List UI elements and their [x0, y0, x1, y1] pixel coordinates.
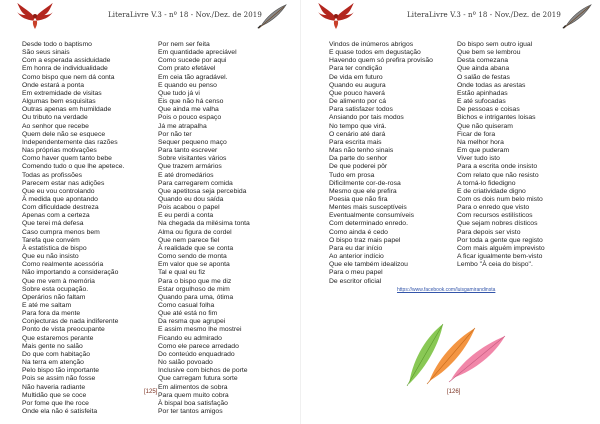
poem-line: Que eu não insisto	[22, 253, 79, 261]
quill-pen-icon	[256, 2, 288, 30]
poem-line: Sobre esta ocupação.	[22, 285, 89, 293]
poem-line: Como haver quem tanto bebe	[22, 155, 112, 163]
poem-line: Ponto de vista preocupante	[22, 326, 105, 334]
poem-line: Estar orgulhoso de mim	[158, 285, 230, 293]
page-number: [125]	[144, 389, 158, 395]
poem-line: Ficando eu admirado	[158, 334, 222, 342]
poem-line: No tempo que virá.	[329, 122, 387, 130]
poem-line: À bispal boa satisfação	[158, 399, 228, 407]
poem-line: Que até está no fim	[158, 310, 218, 318]
poem-line: Apenas com a certeza	[22, 212, 90, 220]
poem-line: Por não ter	[158, 130, 192, 138]
poem-line: Que pouco haverá	[329, 89, 385, 97]
page-right	[300, 0, 600, 424]
poem-line: Outras apenas em humildade	[22, 106, 112, 114]
poem-line: E de criatividade digno	[457, 187, 526, 195]
phoenix-logo	[317, 2, 355, 30]
poem-line: Havendo quem só prefira provisão	[329, 57, 433, 65]
poem-line: Em quantidade apreciável	[158, 49, 237, 57]
poem-line: Da resma que agrupei	[158, 318, 226, 326]
poem-column	[22, 41, 124, 416]
poem-line: Para tanto escrever	[158, 147, 218, 155]
poem-line: Todas as profissões	[22, 171, 83, 179]
poem-line: Mesmo que ele prefira	[329, 187, 397, 195]
poem-line: Pois acabou o papel	[158, 204, 220, 212]
poem-line: Com dificuldade destreza	[22, 204, 99, 212]
poem-line: Já me atrapalha	[158, 122, 207, 130]
poem-line: Na chegada da milésima tonta	[158, 220, 250, 228]
poem-line: Para quem muito cobra	[158, 391, 229, 399]
poem-line: Onde ela não é satisfeita	[22, 408, 98, 416]
poem-line: Para o bispo que me diz	[158, 277, 232, 285]
poem-line: Parecem estar nas adições	[22, 179, 105, 187]
facebook-link[interactable]: https://www.facebook.com/luisgamirandinsta	[397, 287, 496, 293]
poem-line: Que não quiseram	[457, 122, 513, 130]
poem-line: Nas próprias motivações	[22, 147, 97, 155]
poem-line: Mais gente no salão	[22, 342, 83, 350]
feathers-decoration	[399, 318, 509, 386]
poem-line: Desta comezana	[457, 57, 509, 65]
poem-line: A torná-lo fidedigno	[457, 179, 516, 187]
poem-line: Como realmente acessória	[22, 261, 104, 269]
poem-line: No salão povoado	[158, 359, 213, 367]
poem-line: Tudo em prosa	[329, 171, 375, 179]
poem-line: Por fome que lhe roce	[22, 399, 89, 407]
poem-line: Com prato efetável	[158, 65, 216, 73]
poem-line: Por ter tantos amigos	[158, 408, 223, 416]
poem-line: Que terei má defesa	[22, 220, 84, 228]
poem-line: Estão apinhadas	[457, 89, 508, 97]
poem-line: Operários não faltam	[22, 293, 86, 301]
poem-line: Para o enredo que visto	[457, 204, 530, 212]
poem-line: Como casual folha	[158, 302, 215, 309]
poem-line: A ficar igualmente bem-visto	[457, 253, 543, 261]
poem-line: Quando eu dou saída	[158, 195, 224, 203]
poem-line: Do bispo sem outro igual	[457, 41, 533, 48]
page-number: [126]	[447, 389, 461, 395]
poem-line: Para o meu papel	[329, 269, 383, 277]
poem-line: E quando eu penso	[158, 81, 217, 89]
poem-line: Com relato que não resisto	[457, 171, 539, 179]
poem-line: À estatística de bispo	[22, 244, 87, 252]
poem-line: Que trazem armários	[158, 163, 222, 171]
poem-line: Do que com habitação	[22, 350, 91, 358]
poem-line: Vindos de inúmeros abrigos	[329, 41, 414, 48]
poem-line: E até sufocadas	[457, 98, 506, 106]
running-header: LiteraLivre V.3 - nº 18 - Nov./Dez. de 2019	[108, 11, 262, 19]
poem-line: Para carregarem comida	[158, 179, 233, 187]
poem-line: Que eu vou controlando	[22, 187, 95, 195]
poem-line: Por toda a gente que registo	[457, 236, 543, 244]
poem-line: Eis que não há censo	[158, 98, 224, 106]
poem-line: Quando eu augura	[329, 81, 386, 89]
poem-line: E assim mesmo lhe mostrei	[158, 326, 242, 334]
poem-line: Com mais alguém imprevisto	[457, 244, 545, 252]
phoenix-logo	[16, 2, 54, 30]
poem-line: De pessoas e coisas	[457, 106, 520, 114]
poem-line: Ansiando por tais modos	[329, 114, 404, 122]
poem-line: Independentemente das razões	[22, 138, 118, 146]
poem-line: Quando para uma, ótima	[158, 293, 234, 301]
poem-line: Que me vem à memória	[22, 277, 95, 285]
poem-line: Mentes mais susceptíveis	[329, 204, 407, 212]
poem-line: Para eu dar início	[329, 244, 383, 252]
poem-column	[329, 41, 433, 286]
poem-line: Para escrita mais	[329, 138, 382, 146]
poem-line: De que poderei pôr	[329, 163, 388, 171]
poem-line: Que bem se lembrou	[457, 49, 521, 57]
poem-line: Que ele também idealizou	[329, 261, 408, 269]
poem-line: Como ainda é cedo	[329, 228, 388, 236]
poem-line: Como ele parece arredado	[158, 342, 239, 350]
poem-line: Multidão que se coce	[22, 391, 87, 399]
poem-line: Comendo tudo o que lhe apetece.	[22, 163, 125, 171]
poem-line: Desde todo o baptismo	[22, 41, 92, 48]
poem-line: Que tudo já vi	[158, 89, 200, 97]
poem-line: De alimento por cá	[329, 98, 387, 106]
running-header: LiteraLivre V.3 - nº 18 - Nov./Dez. de 2019	[407, 11, 561, 19]
poem-line: Quem dele não se esquece	[22, 130, 106, 138]
poem-column	[457, 41, 545, 269]
poem-line: Com determinado enredo.	[329, 220, 408, 228]
poem-line: Que apetitosa seja percebida	[158, 187, 247, 195]
poem-line: Com a esperada assiduidade	[22, 57, 111, 65]
poem-line: Que ainda me valha	[158, 106, 219, 114]
poem-line: Ficar de fora	[457, 130, 496, 138]
poem-line: De vida em futuro	[329, 73, 383, 81]
poem-line: Caso cumpra menos bem	[22, 228, 100, 236]
poem-line: Não importando a consideração	[22, 269, 119, 277]
poem-line: Sobre visitantes vários	[158, 155, 227, 163]
poem-line: E quase todos em degustação	[329, 49, 421, 57]
poem-line: Em honra de individualidade	[22, 65, 108, 73]
poem-line: Mas não tenho sinais	[329, 147, 394, 155]
poem-line: Para fora da mente	[22, 310, 81, 318]
poem-line: E eu perdi a conta	[158, 212, 214, 220]
poem-line: Bichos e intrigantes loisas	[457, 114, 536, 122]
poem-line: Tal e qual eu fiz	[158, 269, 206, 277]
poem-line: Pois o pouco espaço	[158, 114, 222, 122]
poem-line: O cenário até dará	[329, 130, 386, 138]
poem-line: Como bispo que nem dá conta	[22, 73, 115, 81]
poem-line: Dificilmente cor-de-rosa	[329, 179, 401, 187]
poem-line: Conjecturas de nada indiferente	[22, 318, 119, 326]
poem-line: Ao anterior indício	[329, 253, 384, 261]
poem-line: Onde estará a ponta	[22, 81, 84, 89]
poem-line: Algumas bem esquisitas	[22, 98, 96, 106]
poem-line: Pelo bispo tão importante	[22, 367, 100, 375]
poem-line: Com os dois num belo misto	[457, 195, 543, 203]
poem-line: Para ter condição	[329, 65, 383, 73]
poem-line: Ao senhor que recebe	[22, 122, 89, 130]
poem-line: Pois se assim não fosse	[22, 375, 96, 383]
poem-line: Poesia que não fira	[329, 195, 388, 203]
poem-line: Do conteúdo enquadrado	[158, 350, 235, 358]
poem-line: O bispo traz mais papel	[329, 236, 401, 244]
poem-line: Que nem parece fiel	[158, 236, 220, 244]
poem-line: São seus sinais	[22, 49, 70, 57]
poem-line: Para depois ser visto	[457, 228, 521, 236]
poem-line: Da parte do senhor	[329, 155, 388, 163]
poem-line: Para satisfazer todos	[329, 106, 393, 114]
poem-line: Alma ou figura de cordel	[158, 228, 232, 236]
poem-line: Em valor que se aponta	[158, 261, 230, 269]
poem-line: Não haveria radiante	[22, 383, 86, 391]
poem-line: Em ceia tão agradável.	[158, 73, 228, 81]
poem-line: Com recursos estilísticos	[457, 212, 533, 220]
poem-line: O salão de festas	[457, 73, 510, 81]
poem-line: Por nem ser feita	[158, 41, 210, 48]
poem-line: À realidade que se conta	[158, 244, 234, 252]
poem-line: Na melhor hora	[457, 138, 504, 146]
poem-line: Em extremidade de visitas	[22, 89, 102, 97]
poem-line: Para a escrita onde insisto	[457, 163, 538, 171]
poem-line: Como sendo de monta	[158, 253, 227, 261]
poem-line: Que estaremos perante	[22, 334, 94, 342]
poem-line: Eventualmente consumíveis	[329, 212, 415, 220]
poem-line: Na terra em atenção	[22, 359, 84, 367]
poem-line: Viver tudo isto	[457, 155, 500, 163]
poem-line: De escritor oficial	[329, 277, 382, 285]
poem-line: Onde todas as arestas	[457, 81, 526, 89]
poem-line: Que sejam nobres dísticos	[457, 220, 538, 228]
poem-line: Em alimentos de sobra	[158, 383, 228, 391]
poem-column	[158, 41, 250, 416]
poem-line: Que ainda abana	[457, 65, 510, 73]
poem-line: E até me saltam	[22, 302, 72, 309]
quill-pen-icon	[561, 2, 593, 30]
poem-line: Sequer pequeno maço	[158, 138, 227, 146]
poem-line: À medida que apontando	[22, 195, 98, 203]
poem-line: Lembo "À ceia do bispo".	[457, 261, 533, 269]
poem-line: E até dromedários	[158, 171, 214, 179]
poem-line: Que carregam futura sorte	[158, 375, 238, 383]
poem-line: Inclusive com bichos de porte	[158, 367, 248, 375]
poem-line: Como sucede por aqui	[158, 57, 227, 65]
poem-line: Tarefa que convém	[22, 236, 80, 244]
poem-line: Em que puderam	[457, 147, 510, 155]
poem-line: Ou tributo na verdade	[22, 114, 88, 122]
